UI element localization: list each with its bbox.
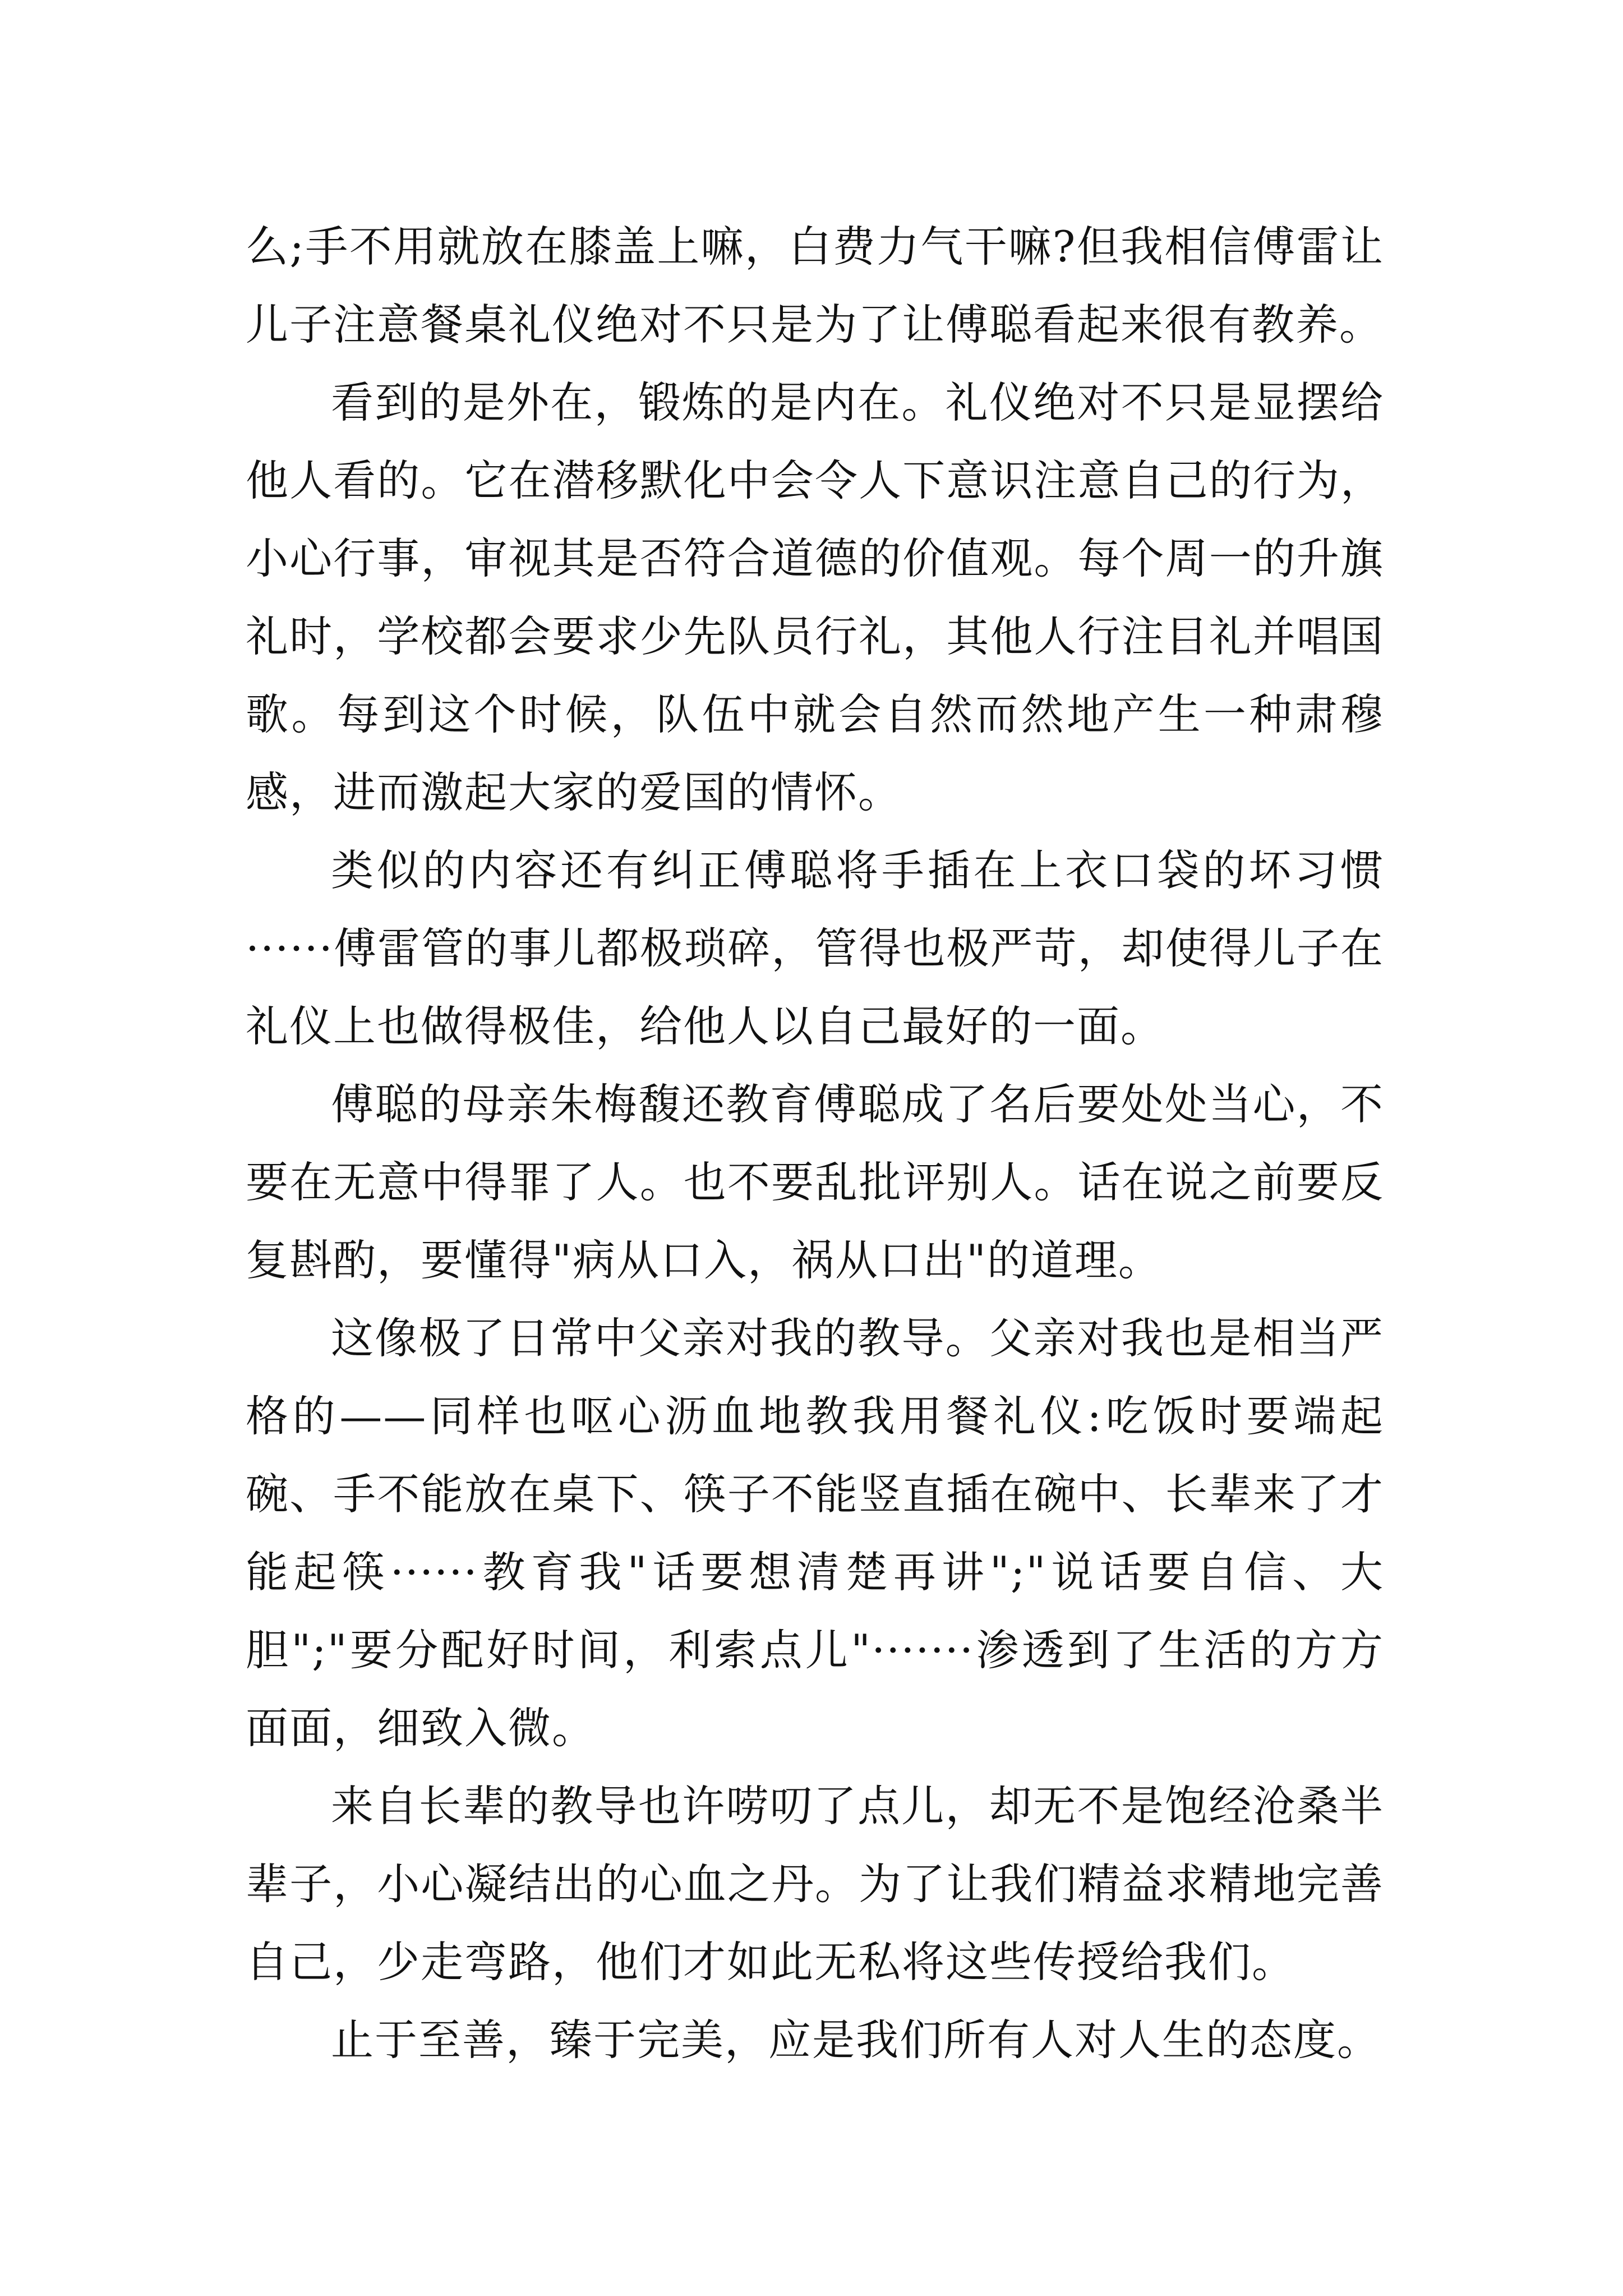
document-body — [246, 208, 1384, 2079]
paragraph-7: 止于至善，臻于完美，应是我们所有人对人生的态度。 — [331, 2015, 1381, 2065]
paragraph-2: 看到的是外在，锻炼的是内在。礼仪绝对不只是显摆给他人看的。它在潜移默化中会令人下意识注意自己的行为，小心行事，审视其是否符合道德的价值观。每个周一的升旗礼时，学校都会要求少先队员行礼，其他人行注目礼并唱国歌。每到这个时候，队伍中就会自然而然地产生一种肃穆感，进而激起大家的爱国的情怀。 — [246, 378, 1384, 817]
paragraph-4: 傅聪的母亲朱梅馥还教育傅聪成了名后要处处当心，不要在无意中得罪了人。也不要乱批评别人。话在说之前要反复斟酌，要懂得"病从口入，祸从口出"的道理。 — [246, 1079, 1384, 1285]
paragraph-5: 这像极了日常中父亲对我的教导。父亲对我也是相当严格的——同样也呕心沥血地教我用餐礼仪:吃饭时要端起碗、手不能放在桌下、筷子不能竖直插在碗中、长辈来了才能起筷······教育我"话要想清楚再讲";"说话要自信、大胆";"要分配好时间，利索点儿"·······渗透到了生活的方方面面，细致入微。 — [246, 1313, 1384, 1753]
paragraph-3: 类似的内容还有纠正傅聪将手插在上衣口袋的坏习惯······傅雷管的事儿都极琐碎，管得也极严苛，却使得儿子在礼仪上也做得极佳，给他人以自己最好的一面。 — [246, 845, 1384, 1051]
paragraph-6: 来自长辈的教导也许唠叨了点儿，却无不是饱经沧桑半辈子，小心凝结出的心血之丹。为了让我们精益求精地完善自己，少走弯路，他们才如此无私将这些传授给我们。 — [246, 1781, 1384, 1987]
paragraph-1: 么;手不用就放在膝盖上嘛，白费力气干嘛?但我相信傅雷让儿子注意餐桌礼仪绝对不只是为了让傅聪看起来很有教养。 — [246, 222, 1384, 349]
